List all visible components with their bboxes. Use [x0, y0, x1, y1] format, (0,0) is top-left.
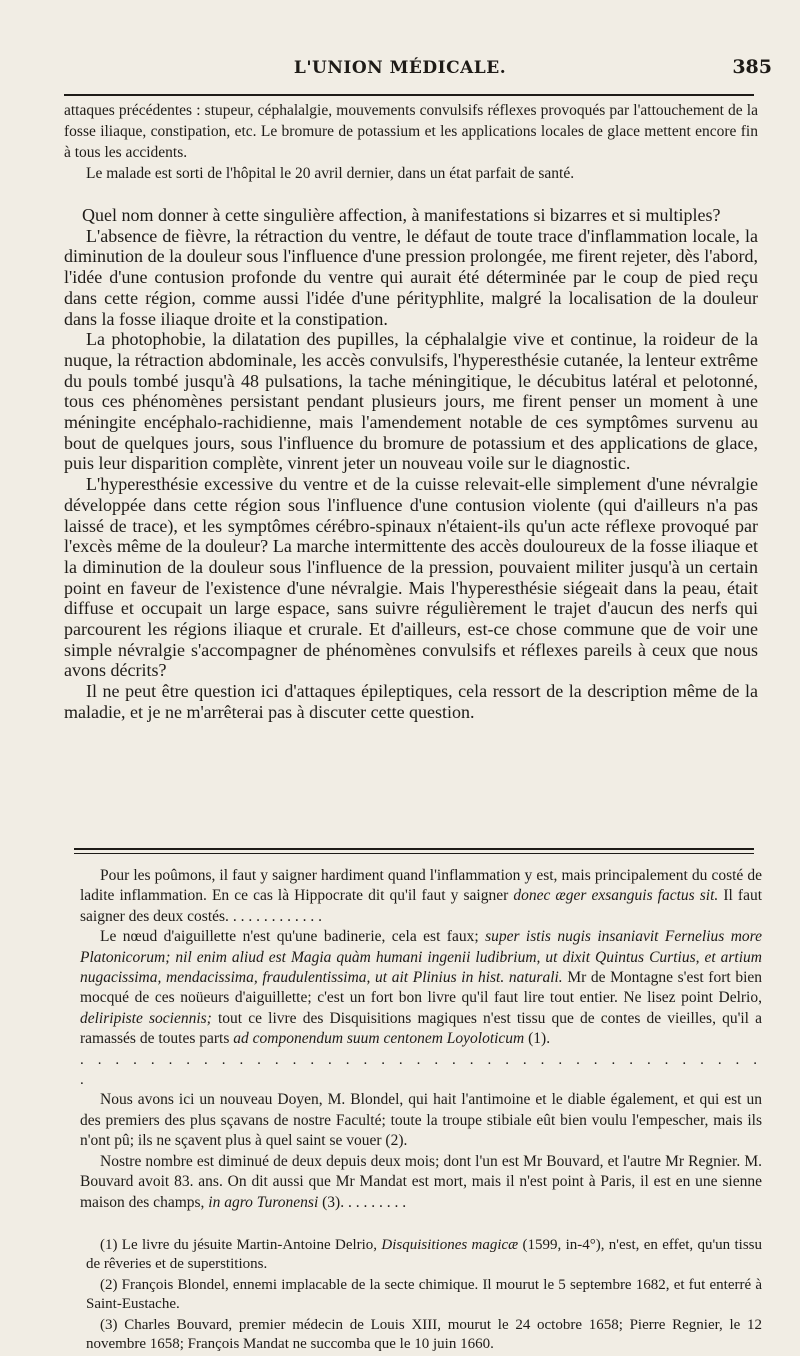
letter-paragraph: [80, 927, 762, 1049]
footnote: (3) Charles Bouvard, premier médecin de Louis XIII, mourut le 24 octobre 1658; Pierre Regnier, le 12 novembre 1658; François Mandat ne succomba que le 10 juin 1660.: [86, 1317, 762, 1352]
latin-quote: ad componendum suum centonem Loyoloticum: [233, 1030, 525, 1048]
body-paragraph: L'absence de fièvre, la rétraction du ventre, le défaut de toute trace d'inflammation locale, la diminution de la douleur sous l'influence d'une pression prolongée, me firent rejeter, dès l'abord, l'idée d'une contusion profonde du ventre qui aurait été déterminée par le coup de pied reçu dans cette région, comme aussi l'idée d'une pérityphlite, malgré la localisation de la douleur dans la fosse iliaque droite et la constipation.: [64, 225, 758, 329]
previous-case-paragraph: attaques précédentes : stupeur, céphalalgie, mouvements convulsifs réflexes provoqués par l'attouchement de la fosse iliaque, constipation, etc. Le bromure de potassium et les applications locales de glace mettent encore fin à tous les accidents.: [64, 102, 758, 161]
header-rule: [64, 94, 754, 96]
letter-paragraph: [80, 1152, 762, 1213]
text: (1) Le livre du jésuite Martin-Antoine Delrio,: [100, 1237, 382, 1253]
text: (3).: [318, 1193, 345, 1211]
footnote: (2) François Blondel, ennemi implacable de la secte chimique. Il mourut le 5 septembre 1682, et fut enterré à Saint-Eustache.: [86, 1277, 762, 1312]
text: Le nœud d'aiguillette n'est qu'une badinerie, cela est faux;: [100, 928, 486, 946]
feuilleton-letter: [80, 866, 762, 1213]
latin-quote: donec æger exsanguis factus sit.: [513, 887, 719, 905]
page-number: 385: [732, 56, 772, 78]
text: (1599, in-4°), n'est, en effet, qu'un tissu de rêveries et de superstitions.: [86, 1237, 762, 1272]
text: Nostre nombre est diminué de deux depuis deux mois; dont l'un est Mr Bouvard, et l'autre Mr Regnier. M. Bouvard avoit 83. ans. On dit aussi que Mr Mandat est mort, mais il n'est point à Paris, il est en une sienne maison des champs,: [80, 1152, 762, 1211]
ellipsis-dots: . . . . . . . .: [347, 1193, 407, 1211]
footnote: [86, 1236, 762, 1274]
main-discussion: [64, 205, 758, 723]
text: Pour les poûmons, il faut y saigner hardiment quand l'inflammation y est, mais principalement du costé de ladite inflammation. En ce cas là Hippocrate dit qu'il faut y saigner: [80, 867, 762, 905]
journal-title: L'UNION MÉDICALE.: [293, 58, 507, 78]
letter-paragraph: Nous avons ici un nouveau Doyen, M. Blondel, qui hait l'antimoine et le diable également, et qui est un des premiers des plus sçavans de nostre Faculté; toute la troupe stibiale eût bien voulu l'empescher, mais ils n'ont pû; ils ne sçavent plus à quel saint se vouer (2).: [80, 1091, 762, 1150]
latin-quote: super istis nugis insaniavit Fernelius more Platonicorum; nil enim aliud est Magia quàm humani ingenii ludibrium, ut dixit Quintus Curtius, et artium nugacissima, mendacissima, fraudulentissima, ut ait Plinius in hist. naturali.: [80, 928, 762, 987]
body-paragraph: Il ne peut être question ici d'attaques épileptiques, cela ressort de la description même de la maladie, et je ne m'arrêterai pas à discuter cette question.: [64, 681, 758, 722]
body-paragraph: La photophobie, la dilatation des pupilles, la céphalalgie vive et continue, la roideur de la nuque, la rétraction abdominale, les accès convulsifs, l'hyperesthésie cutanée, la lenteur extrême du pouls tombé jusqu'à 48 pulsations, la tache méningitique, le décubitus latéral et pelotonné, tous ces phénomènes persistant pendant plusieurs jours, me firent penser un moment à une méningite encéphalo-rachidienne, mais l'amendement notable de ces symptômes survenu au bout de quelques jours, sous l'influence du bromure de potassium et des applications de glace, puis leur disparition complète, vinrent jeter un nouveau voile sur le diagnostic.: [64, 329, 758, 474]
ellipsis-dots: . . . . . . . . . . . .: [232, 907, 322, 925]
previous-case-text: [64, 100, 758, 184]
ellipsis-line: . . . . . . . . . . . . . . . . . . . . . . . . . . . . . . . . . . . . . . . .: [80, 1051, 762, 1089]
latin-quote: in agro Turonensi: [208, 1193, 319, 1211]
running-head: [0, 54, 800, 82]
book-title: Disquisitiones magicæ: [381, 1237, 519, 1253]
previous-case-paragraph: Le malade est sorti de l'hôpital le 20 avril dernier, dans un état parfait de santé.: [86, 165, 575, 182]
text: Mr de Montagne s'est fort bien mocqué de ces noüeurs d'aiguillette; c'est un fort bon livre qu'il faut lire tout entier. Ne lisez point Delrio,: [80, 969, 763, 1007]
footnotes: [86, 1236, 762, 1356]
text: tout ce livre des Disquisitions magiques n'est tissu que de contes de vieilles, qu'il a ramassés de toutes parts: [80, 1009, 763, 1048]
letter-paragraph: [80, 866, 762, 927]
text: Il faut saigner des deux costés.: [80, 887, 762, 925]
text: (1).: [524, 1030, 551, 1048]
section-divider: [74, 848, 754, 854]
body-paragraph: Quel nom donner à cette singulière affection, à manifestations si bizarres et si multiples?: [82, 205, 721, 225]
latin-quote: deliripiste sociennis;: [80, 1009, 212, 1027]
body-paragraph: L'hyperesthésie excessive du ventre et de la cuisse relevait-elle simplement d'une névralgie développée dans cette région sous l'influence d'une contusion violente (qui d'ailleurs n'a pas laissé de trace), et les symptômes cérébro-spinaux n'étaient-ils qu'un acte réflexe provoqué par l'excès même de la douleur? La marche intermittente des accès douloureux de la fosse iliaque et la diminution de la douleur sous l'influence de la pression, pouvaient militer jusqu'à un certain point en faveur de l'existence d'une névralgie. Mais l'hyperesthésie siégeait dans la peau, était diffuse et occupait un large espace, sans suivre régulièrement le trajet d'aucun des nerfs qui parcourent les régions iliaque et crurale. Et d'ailleurs, est-ce chose commune que de voir une simple névralgie s'accompagner de phénomènes convulsifs et réflexes pareils à ceux que nous avons décrits?: [64, 474, 758, 681]
